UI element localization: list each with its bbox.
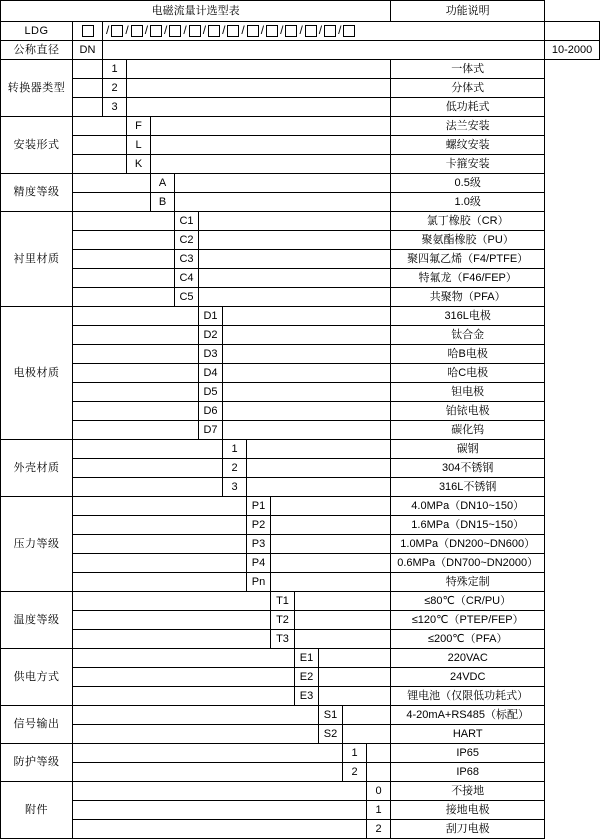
spacer (295, 592, 391, 611)
option-row (1, 573, 600, 592)
option-code: P4 (247, 554, 271, 573)
spacer (73, 801, 367, 820)
option-code: L (127, 136, 151, 155)
option-row (1, 535, 600, 554)
spacer (247, 459, 391, 478)
category-label: 公称直径 (1, 41, 73, 60)
option-row (1, 383, 600, 402)
option-desc: 0.6MPa（DN700~DN2000） (391, 554, 545, 573)
spacer (73, 174, 151, 193)
option-row (1, 307, 600, 326)
spacer (175, 193, 391, 212)
option-code: T1 (271, 592, 295, 611)
spacer (73, 516, 247, 535)
spacer (247, 478, 391, 497)
option-desc: ≤120℃（PTEP/FEP） (391, 611, 545, 630)
option-code: C5 (175, 288, 199, 307)
spacer (367, 744, 391, 763)
option-row (1, 611, 600, 630)
spacer (73, 554, 247, 573)
option-code: T3 (271, 630, 295, 649)
spacer (271, 554, 391, 573)
option-code: 2 (343, 763, 367, 782)
spacer (73, 763, 343, 782)
spacer (367, 763, 391, 782)
option-row (1, 744, 600, 763)
option-desc: 螺纹安装 (391, 136, 545, 155)
option-code: D2 (199, 326, 223, 345)
option-code: C1 (175, 212, 199, 231)
option-code: C2 (175, 231, 199, 250)
option-code: P3 (247, 535, 271, 554)
spacer (151, 155, 391, 174)
spacer (73, 212, 175, 231)
option-code: P1 (247, 497, 271, 516)
option-code: D5 (199, 383, 223, 402)
option-row (1, 402, 600, 421)
spacer (73, 668, 295, 687)
option-row (1, 79, 600, 98)
spacer (223, 307, 391, 326)
option-desc: 碳化钨 (391, 421, 545, 440)
option-code: 1 (103, 60, 127, 79)
spacer (319, 668, 391, 687)
option-desc: 特氟龙（F46/FEP） (391, 269, 545, 288)
category-label: 附件 (1, 782, 73, 839)
option-code: 0 (367, 782, 391, 801)
model-desc (545, 22, 600, 41)
spacer (73, 782, 367, 801)
nominal-diameter-row (1, 41, 600, 60)
option-code: D3 (199, 345, 223, 364)
spacer (199, 231, 391, 250)
category-label: 电极材质 (1, 307, 73, 440)
option-row (1, 421, 600, 440)
spacer (199, 212, 391, 231)
option-code: 1 (343, 744, 367, 763)
option-desc: 接地电极 (391, 801, 545, 820)
spacer (319, 687, 391, 706)
option-row (1, 725, 600, 744)
option-code: B (151, 193, 175, 212)
option-code: E1 (295, 649, 319, 668)
option-desc: 哈C电极 (391, 364, 545, 383)
option-row (1, 326, 600, 345)
option-code: D6 (199, 402, 223, 421)
option-row (1, 820, 600, 839)
option-row (1, 459, 600, 478)
option-row (1, 250, 600, 269)
spacer (295, 611, 391, 630)
option-row (1, 155, 600, 174)
option-code: C4 (175, 269, 199, 288)
spacer (73, 402, 199, 421)
spacer (199, 288, 391, 307)
spacer (73, 535, 247, 554)
option-desc: 法兰安装 (391, 117, 545, 136)
spacer (223, 421, 391, 440)
option-row (1, 763, 600, 782)
option-desc: IP68 (391, 763, 545, 782)
spacer (73, 725, 319, 744)
spacer (127, 98, 391, 117)
option-row (1, 497, 600, 516)
option-code: 3 (223, 478, 247, 497)
spacer (73, 345, 199, 364)
spacer (151, 136, 391, 155)
option-row (1, 212, 600, 231)
option-desc: 聚氨酯橡胶（PU） (391, 231, 545, 250)
option-code: C3 (175, 250, 199, 269)
spacer (199, 250, 391, 269)
spacer (73, 326, 199, 345)
option-row (1, 231, 600, 250)
spacer (73, 573, 247, 592)
option-desc: 卡箍安装 (391, 155, 545, 174)
model-code-boxes: / / / / / / / / / / / / / (103, 22, 545, 41)
option-desc: 0.5级 (391, 174, 545, 193)
page-title: 电磁流量计选型表 (1, 1, 391, 22)
option-desc: 1.6MPa（DN15~150） (391, 516, 545, 535)
option-code: 1 (367, 801, 391, 820)
category-label: 安装形式 (1, 117, 73, 174)
option-code: A (151, 174, 175, 193)
spacer (73, 611, 271, 630)
spacer (295, 630, 391, 649)
spacer (73, 478, 223, 497)
spacer (73, 820, 367, 839)
spacer (151, 117, 391, 136)
option-desc: 低功耗式 (391, 98, 545, 117)
spacer (73, 630, 271, 649)
spacer (343, 706, 391, 725)
option-desc: 钛合金 (391, 326, 545, 345)
spacer (223, 402, 391, 421)
option-row (1, 782, 600, 801)
category-label: 外壳材质 (1, 440, 73, 497)
option-desc: 分体式 (391, 79, 545, 98)
option-desc: 钽电极 (391, 383, 545, 402)
option-row (1, 630, 600, 649)
option-desc: 聚四氟乙烯（F4/PTFE） (391, 250, 545, 269)
desc-header: 功能说明 (391, 1, 545, 22)
option-row (1, 801, 600, 820)
option-code: T2 (271, 611, 295, 630)
category-label: 转换器类型 (1, 60, 73, 117)
spacer (73, 231, 175, 250)
spacer (73, 497, 247, 516)
header-row (1, 1, 600, 22)
model-prefix: LDG (1, 22, 73, 41)
option-desc: 24VDC (391, 668, 545, 687)
option-desc: 4-20mA+RS485（标配） (391, 706, 545, 725)
option-row (1, 592, 600, 611)
option-desc: 220VAC (391, 649, 545, 668)
option-desc: 铂铱电极 (391, 402, 545, 421)
option-desc: IP65 (391, 744, 545, 763)
option-code: Pn (247, 573, 271, 592)
spacer (223, 364, 391, 383)
spacer (73, 364, 199, 383)
spacer (73, 60, 103, 79)
spacer (73, 744, 343, 763)
category-label: 衬里材质 (1, 212, 73, 307)
option-code: 2 (103, 79, 127, 98)
category-label: 信号输出 (1, 706, 73, 744)
spacer (73, 649, 295, 668)
option-row (1, 554, 600, 573)
option-desc: 氯丁橡胶（CR） (391, 212, 545, 231)
spacer (73, 117, 127, 136)
option-code: F (127, 117, 151, 136)
option-desc: 碳钢 (391, 440, 545, 459)
option-row (1, 117, 600, 136)
spacer (73, 79, 103, 98)
option-row (1, 136, 600, 155)
option-code: K (127, 155, 151, 174)
spacer (73, 687, 295, 706)
option-code: 1 (223, 440, 247, 459)
nominal-code: DN (73, 41, 103, 60)
option-code: E3 (295, 687, 319, 706)
option-code: 2 (367, 820, 391, 839)
spacer (223, 345, 391, 364)
option-desc: 304不锈钢 (391, 459, 545, 478)
spacer (73, 421, 199, 440)
spacer (73, 459, 223, 478)
option-row (1, 345, 600, 364)
option-desc: 不接地 (391, 782, 545, 801)
spacer (73, 155, 127, 174)
spacer (73, 592, 271, 611)
spacer (319, 649, 391, 668)
category-label: 供电方式 (1, 649, 73, 706)
option-row (1, 269, 600, 288)
option-desc: 锂电池（仅限低功耗式） (391, 687, 545, 706)
option-desc: 共聚物（PFA） (391, 288, 545, 307)
spacer (73, 136, 127, 155)
spacer (103, 41, 545, 60)
option-desc: 哈B电极 (391, 345, 545, 364)
spacer (223, 326, 391, 345)
spacer (73, 288, 175, 307)
spacer (175, 174, 391, 193)
option-desc: 4.0MPa（DN10~150） (391, 497, 545, 516)
option-row (1, 440, 600, 459)
category-label: 精度等级 (1, 174, 73, 212)
option-code: E2 (295, 668, 319, 687)
option-row (1, 706, 600, 725)
option-desc: ≤80℃（CR/PU） (391, 592, 545, 611)
option-desc: ≤200℃（PFA） (391, 630, 545, 649)
spacer (223, 383, 391, 402)
option-code: P2 (247, 516, 271, 535)
spacer (73, 440, 223, 459)
model-code-row (1, 22, 600, 41)
spacer (343, 725, 391, 744)
spacer (73, 193, 151, 212)
spacer (73, 383, 199, 402)
spacer (247, 440, 391, 459)
option-code: D4 (199, 364, 223, 383)
model-first-box (73, 22, 103, 41)
spacer (127, 60, 391, 79)
option-code: S1 (319, 706, 343, 725)
option-desc: 316L不锈钢 (391, 478, 545, 497)
option-row (1, 174, 600, 193)
option-row (1, 668, 600, 687)
category-label: 温度等级 (1, 592, 73, 649)
option-desc: 特殊定制 (391, 573, 545, 592)
option-desc: 刮刀电极 (391, 820, 545, 839)
option-row (1, 516, 600, 535)
spacer (73, 98, 103, 117)
spacer (271, 516, 391, 535)
option-row (1, 193, 600, 212)
category-label: 压力等级 (1, 497, 73, 592)
nominal-desc: 10-2000 (545, 41, 600, 60)
option-desc: 316L电极 (391, 307, 545, 326)
spacer (271, 497, 391, 516)
option-code: D7 (199, 421, 223, 440)
option-code: S2 (319, 725, 343, 744)
spacer (199, 269, 391, 288)
option-code: D1 (199, 307, 223, 326)
option-desc: 1.0级 (391, 193, 545, 212)
option-row (1, 364, 600, 383)
category-label: 防护等级 (1, 744, 73, 782)
spacer (73, 706, 319, 725)
option-desc: HART (391, 725, 545, 744)
option-row (1, 478, 600, 497)
option-row (1, 98, 600, 117)
spacer (73, 307, 199, 326)
spacer (271, 535, 391, 554)
option-row (1, 687, 600, 706)
option-desc: 一体式 (391, 60, 545, 79)
option-code: 2 (223, 459, 247, 478)
spacer (271, 573, 391, 592)
option-row (1, 60, 600, 79)
option-row (1, 288, 600, 307)
spacer (73, 269, 175, 288)
spacer (127, 79, 391, 98)
option-code: 3 (103, 98, 127, 117)
table-body (1, 1, 600, 839)
option-row (1, 649, 600, 668)
spacer (73, 250, 175, 269)
option-desc: 1.0MPa（DN200~DN600） (391, 535, 545, 554)
